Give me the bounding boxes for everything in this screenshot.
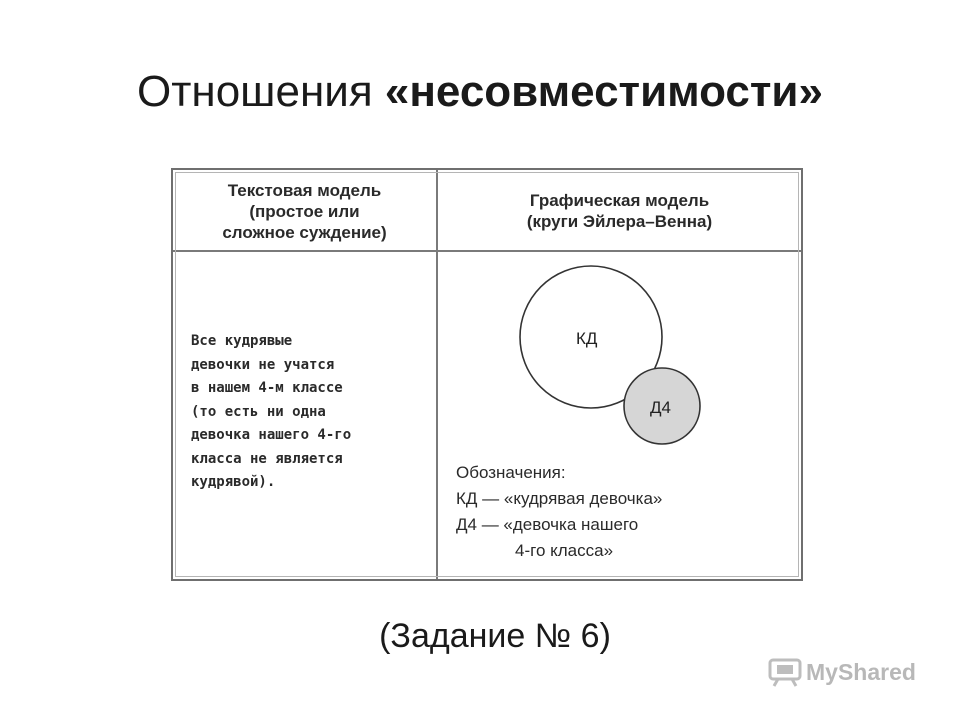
task-label: (Задание № 6) — [379, 617, 611, 655]
statement-line: девочка нашего 4-го — [191, 427, 352, 443]
header-left-line: (простое или — [249, 201, 360, 221]
header-right-line: (круги Эйлера–Венна) — [526, 212, 713, 231]
statement-line: (то есть ни одна — [191, 403, 326, 420]
presentation-board-icon — [768, 657, 802, 687]
text-model-statement — [191, 330, 431, 495]
legend-line-d4-cont: 4-го класса» — [515, 541, 614, 560]
models-table — [171, 168, 803, 581]
header-right-line: Графическая модель — [529, 191, 710, 210]
watermark-text: MyShared — [806, 658, 916, 685]
label-kd: КД — [576, 329, 598, 348]
euler-venn-diagram — [438, 252, 801, 462]
header-text-model — [173, 176, 436, 246]
watermark — [768, 657, 916, 687]
statement-line: Все кудрявые — [191, 333, 293, 349]
statement-line: класса не является — [191, 450, 343, 467]
slide-title — [0, 62, 960, 122]
title-normal: Отношения — [137, 67, 385, 116]
header-left-line: сложное суждение) — [222, 222, 387, 242]
title-bold: «несовместимости» — [384, 67, 823, 116]
legend-line-d4: Д4 — «девочка нашего — [456, 515, 639, 534]
header-left-line: Текстовая модель — [227, 180, 382, 200]
statement-line: девочки не учатся — [191, 356, 335, 373]
statement-line: в нашем 4-м классе — [191, 380, 343, 396]
legend-line-kd: КД — «кудрявая девочка» — [456, 489, 663, 508]
legend — [456, 460, 662, 564]
header-graphic-model — [438, 176, 801, 246]
legend-heading: Обозначения: — [456, 463, 566, 482]
statement-line: кудрявой). — [191, 474, 276, 490]
label-d4: Д4 — [650, 398, 671, 417]
